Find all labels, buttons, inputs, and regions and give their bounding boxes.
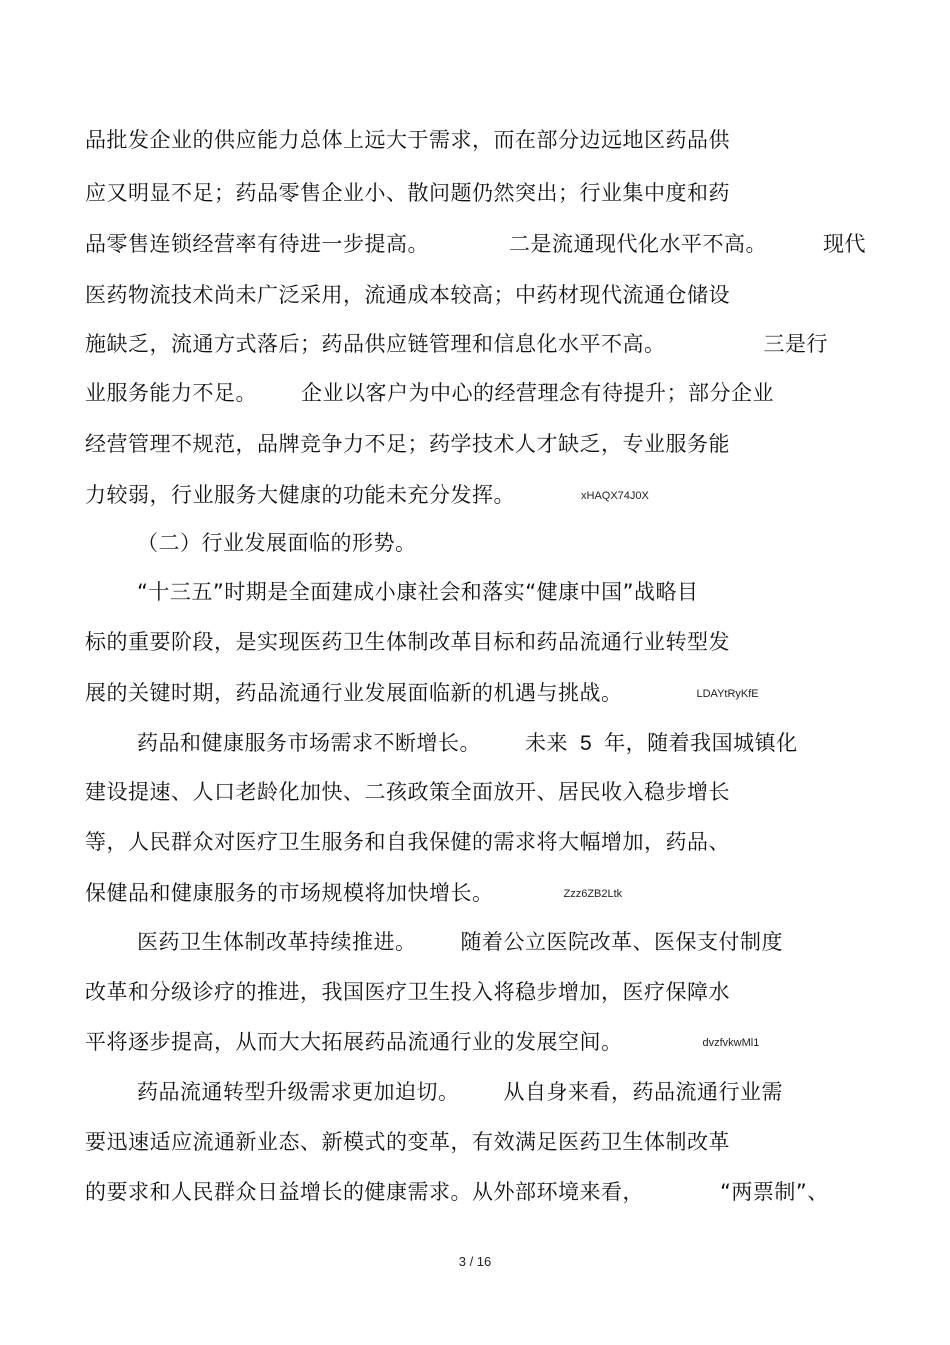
text-line (85, 179, 730, 207)
text-line (85, 481, 649, 510)
doc-code: LDAYtRyKfE (696, 688, 759, 700)
text-span: 未来 (525, 731, 568, 755)
text-line (85, 1178, 829, 1206)
text-span: 要迅速适应流通新业态、新模式的变革，有效满足医药卫生体制改革 (85, 1130, 730, 1154)
text-line (85, 1128, 730, 1156)
text-span: 保健品和健康服务的市场规模将加快增长。 (85, 881, 494, 905)
text-span: 企业以客户为中心的经营理念有待提升；部分企业 (301, 381, 774, 405)
text-line (85, 628, 730, 656)
text-span: 经营管理不规范，品牌竞争力不足；药学技术人才缺乏，专业服务能 (85, 432, 730, 456)
text-span: 随着公立医院改革、医保支付制度 (460, 930, 783, 954)
text-span: “两票制”、 (720, 1180, 829, 1204)
text-span: 年，随着我国城镇化 (604, 731, 798, 755)
text-span: 应又明显不足；药品零售企业小、散问题仍然突出；行业集中度和药 (85, 181, 730, 205)
text-line (137, 1078, 783, 1106)
text-span: 业服务能力不足。 (85, 381, 257, 405)
text-span: 医药卫生体制改革持续推进。 (137, 930, 417, 954)
text-span: 力较弱，行业服务大健康的功能未充分发挥。 (85, 483, 515, 507)
text-span: 三是行 (763, 332, 828, 356)
text-line (85, 126, 730, 154)
text-line (85, 281, 730, 309)
doc-code: Zzz6ZB2Ltk (563, 888, 623, 900)
text-line (85, 978, 730, 1006)
text-span: 改革和分级诊疗的推进，我国医疗卫生投入将稳步增加，医疗保障水 (85, 980, 730, 1004)
text-span: 建设提速、人口老龄化加快、二孩政策全面放开、居民收入稳步增长 (85, 780, 730, 804)
section-heading (137, 529, 417, 557)
text-span: 品批发企业的供应能力总体上远大于需求，而在部分边远地区药品供 (85, 128, 730, 152)
text-span: 标的重要阶段，是实现医药卫生体制改革目标和药品流通行业转型发 (85, 630, 730, 654)
text-span: 5 (580, 732, 593, 755)
page-number: 3 / 16 (458, 1254, 492, 1269)
text-line (85, 230, 866, 258)
text-span: 二是流通现代化水平不高。 (509, 232, 767, 256)
doc-code: xHAQX74J0X (581, 490, 649, 502)
text-span: “十三五”时期是全面建成小康社会和落实“健康中国”战略目 (137, 580, 699, 604)
text-span: 施缺乏，流通方式落后；药品供应链管理和信息化水平不高。 (85, 332, 666, 356)
text-span: 医药物流技术尚未广泛采用，流通成本较高；中药材现代流通仓储设 (85, 283, 730, 307)
text-line (85, 879, 622, 908)
text-line (85, 330, 828, 358)
text-span: 展的关键时期，药品流通行业发展面临新的机遇与挑战。 (85, 681, 623, 705)
text-line (85, 828, 730, 856)
text-line (137, 729, 798, 758)
text-span: 平将逐步提高，从而大大拓展药品流通行业的发展空间。 (85, 1030, 623, 1054)
text-span: 从自身来看，药品流通行业需 (503, 1080, 783, 1104)
text-line (137, 928, 783, 956)
text-span: 的要求和人民群众日益增长的健康需求。从外部环境来看， (85, 1180, 644, 1204)
text-span: 药品和健康服务市场需求不断增长。 (137, 731, 481, 755)
text-line (137, 578, 699, 606)
text-span: 品零售连锁经营率有待进一步提高。 (85, 232, 429, 256)
text-line (85, 679, 759, 708)
text-line (85, 778, 730, 806)
doc-code: dvzfvkwMl1 (702, 1037, 760, 1049)
text-span: 药品流通转型升级需求更加迫切。 (137, 1080, 460, 1104)
text-span: 等，人民群众对医疗卫生服务和自我保健的需求将大幅增加，药品、 (85, 830, 730, 854)
text-line (85, 1028, 759, 1057)
text-line (85, 430, 730, 458)
text-span: （二）行业发展面临的形势。 (137, 531, 417, 555)
text-span: 现代 (823, 232, 866, 256)
text-line (85, 379, 774, 407)
